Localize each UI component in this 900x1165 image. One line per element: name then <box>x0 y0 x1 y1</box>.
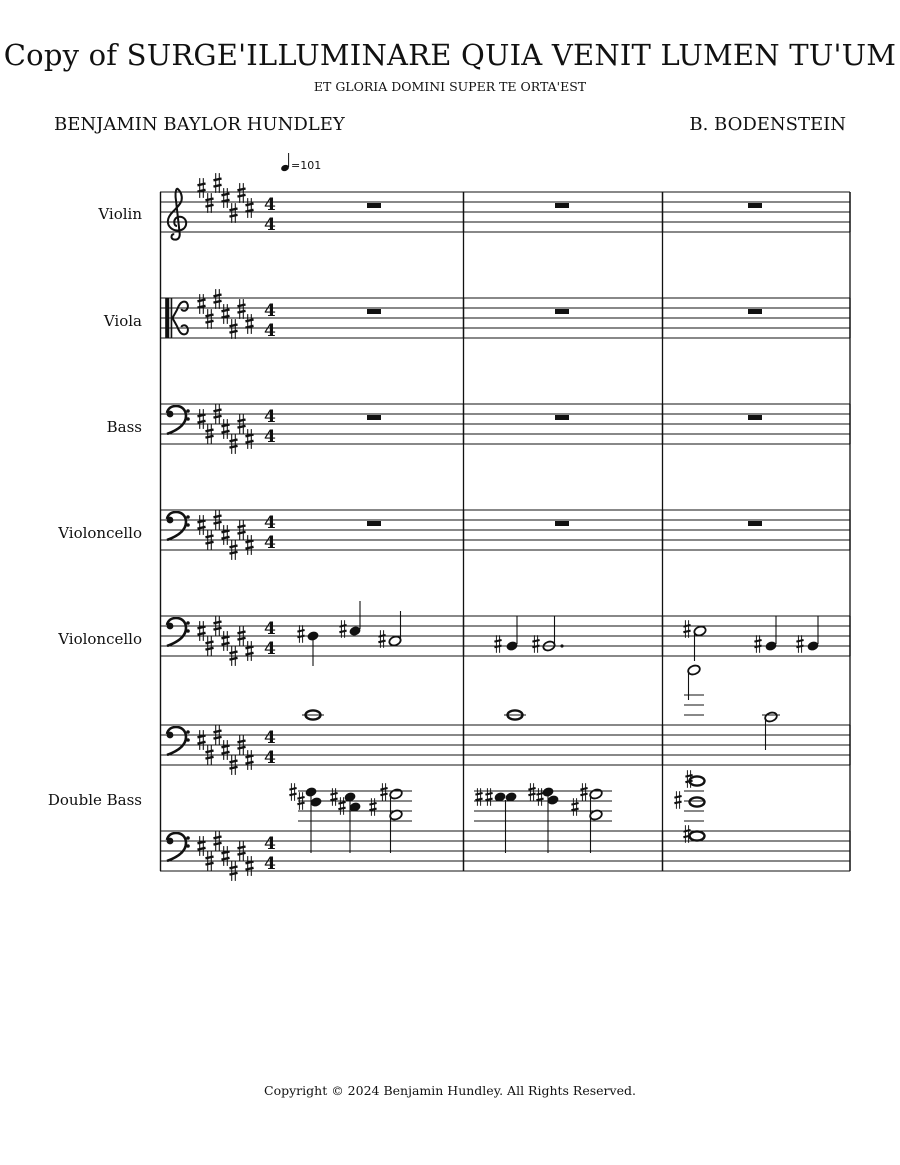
svg-text:4: 4 <box>264 407 276 427</box>
instrument-label: Double Bass <box>47 791 142 809</box>
key-signature <box>197 289 253 339</box>
chord <box>528 783 559 853</box>
svg-text:4: 4 <box>264 834 276 854</box>
whole-rest-icon <box>555 203 569 208</box>
instrument-label: Bass <box>106 418 142 436</box>
svg-text:4: 4 <box>264 301 276 321</box>
instrument-label: Viola <box>103 312 142 330</box>
score-subtitle: ET GLORIA DOMINI SUPER TE ORTA'EST <box>313 79 587 94</box>
whole-rest-icon <box>367 309 381 314</box>
chord <box>369 783 403 853</box>
staff-bass <box>107 404 850 454</box>
chord <box>571 783 603 853</box>
svg-text:=101: =101 <box>291 159 322 172</box>
staff-viola <box>103 289 850 341</box>
bass-clef-icon <box>167 727 190 755</box>
bass-clef-icon <box>167 618 190 646</box>
whole-rest-icon <box>555 521 569 526</box>
staff-unnamed <box>160 664 850 775</box>
svg-text:4: 4 <box>264 619 276 639</box>
svg-text:4: 4 <box>264 728 276 748</box>
instrument-label: Violoncello <box>58 630 142 648</box>
score-title: Copy of SURGE'ILLUMINARE QUIA VENIT LUMEN TU'UM <box>3 38 897 72</box>
svg-text:4: 4 <box>264 427 276 447</box>
staff-violoncello-2 <box>57 601 850 666</box>
key-signature <box>197 725 253 775</box>
whole-rest-icon <box>555 415 569 420</box>
key-signature <box>197 173 253 223</box>
chord <box>289 783 322 853</box>
chord <box>674 770 704 843</box>
note-group <box>302 710 324 719</box>
staff-double-bass <box>48 770 850 881</box>
svg-text:4: 4 <box>264 533 276 553</box>
instrument-label: Violin <box>98 205 142 223</box>
instrument-label: Violoncello <box>58 524 142 542</box>
composer-name: B. BODENSTEIN <box>689 114 846 135</box>
key-signature <box>197 616 253 666</box>
tempo-marking <box>280 153 321 172</box>
bass-clef-icon <box>167 512 190 540</box>
whole-rest-icon <box>555 309 569 314</box>
system-barlines <box>464 192 851 871</box>
bass-clef-icon <box>167 406 190 434</box>
staff-violoncello-1 <box>57 510 850 560</box>
barlines <box>464 192 851 871</box>
copyright-notice: Copyright © 2024 Benjamin Hundley. All Rights Reserved. <box>264 1083 636 1098</box>
lyricist-name: BENJAMIN BAYLOR HUNDLEY <box>54 114 345 135</box>
svg-text:4: 4 <box>264 854 276 874</box>
whole-rest-icon <box>748 415 762 420</box>
whole-rest-icon <box>367 415 381 420</box>
svg-text:4: 4 <box>264 215 276 235</box>
svg-text:4: 4 <box>264 195 276 215</box>
whole-rest-icon <box>748 521 762 526</box>
key-signature <box>197 510 253 560</box>
treble-clef-icon <box>168 188 186 244</box>
whole-rest-icon <box>748 309 762 314</box>
svg-text:4: 4 <box>264 513 276 533</box>
key-signature <box>197 404 253 454</box>
tempo-bpm: 101 <box>300 159 322 172</box>
note-group <box>684 664 780 750</box>
whole-rest-icon <box>367 203 381 208</box>
svg-text:4: 4 <box>264 321 276 341</box>
key-signature <box>197 831 253 881</box>
svg-text:4: 4 <box>264 639 276 659</box>
note-group <box>504 710 526 719</box>
whole-rest-icon <box>367 521 381 526</box>
staff-violin <box>97 173 850 244</box>
note-group <box>494 616 563 653</box>
svg-text:4: 4 <box>264 748 276 768</box>
whole-rest-icon <box>748 203 762 208</box>
note-group <box>683 616 819 661</box>
bass-clef-icon <box>167 833 190 861</box>
